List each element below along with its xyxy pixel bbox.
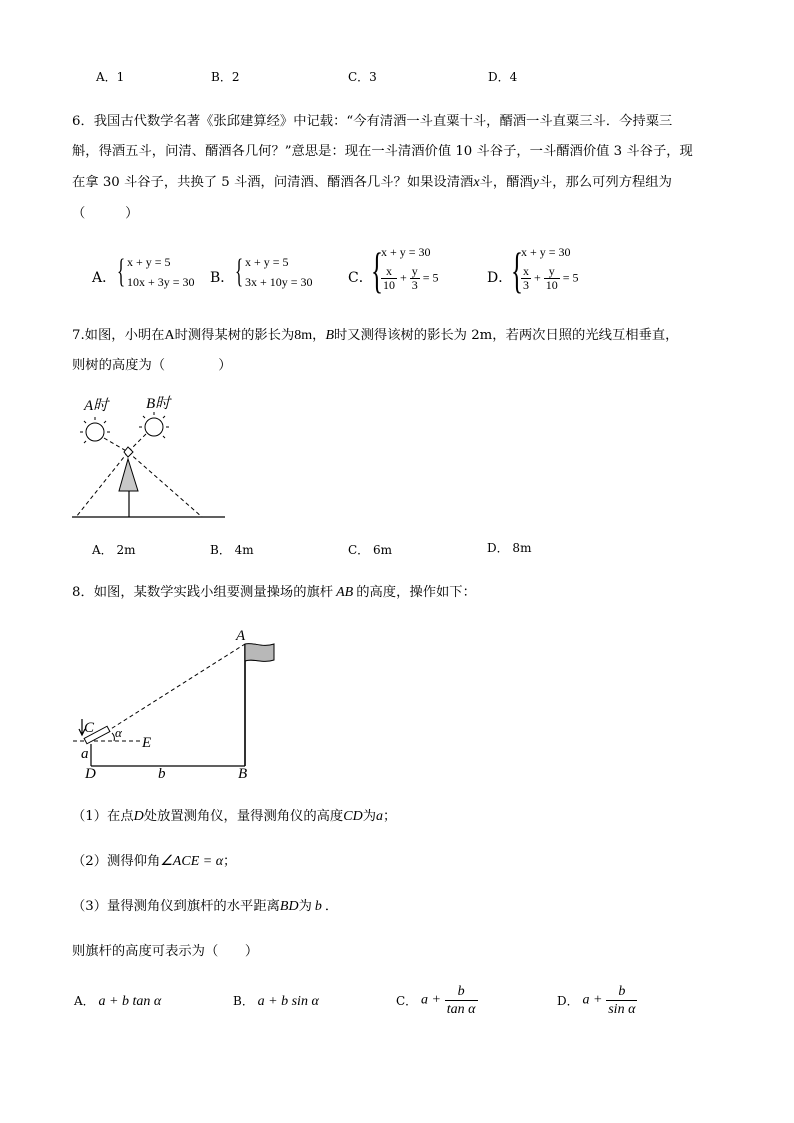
q8-option-a: A． a + b tan α [74,994,162,1009]
q8-label-b-length: b [158,766,166,782]
sun-b-icon [139,412,169,438]
q8-figure [70,622,290,784]
q5-option-a: A．1 [96,70,125,84]
q6-option-d-eq2: $\frac{x}{3}$ + $\frac{y}{10}$ = 5 [523,264,579,292]
q8-label-e: E [142,735,152,751]
q5-option-d: D．4 [488,70,518,84]
q5-option-c: C．3 [348,70,377,84]
q6-line-3-end: 斗，那么可列方程组为 [538,175,672,190]
q8-option-c-frac: $\frac{b}{\text{tan α}}$ [446,984,476,1017]
q6-option-c-label: C． [348,270,373,286]
q8-label-a-height: a [81,746,89,762]
q8-option-d: D． a + $\frac{b}{\text{sin α}}$ [557,984,636,1017]
q6-option-c-system: { x + y = 30 $\frac{x}{10}$ + $\frac{y}{3}$ = 5 [371,242,439,298]
q6-option-a-eq2: 10x + 3y = 30 [127,275,195,289]
q6-line-2: 斛，得酒五斗，问清、醑酒各几何？”意思是：现在一斗清酒价值 10 斗谷子，一斗醑酒价值 3 斗谷子，现 [72,144,693,159]
q7-time-a: A [164,328,175,343]
q6-option-b-eq2: 3x + 10y = 30 [245,275,313,289]
q8-label-b: B [238,766,248,782]
q7-option-c: C． 6m [348,543,393,557]
q7-option-a: A． 2m [92,543,136,557]
q8-line-1: 8．如图，某数学实践小组要测量操场的旗杆 AB 的高度，操作如下： [72,585,476,600]
q7-label-b-time: B时 [146,396,171,412]
q7-label-a-time: A时 [84,398,109,414]
q8-label-alpha: α [115,725,122,740]
q8-question: 则旗杆的高度可表示为（ ） [72,944,259,959]
q6-line-1: 6．我国古代数学名著《张邱建算经》中记载：“今有清酒一斗直粟十斗，醑酒一斗直粟三斗．今持粟三 [72,114,673,129]
q8-label-d: D [85,766,96,782]
q6-option-b-eq1: x + y = 5 [245,255,289,269]
shadow-lines [76,452,202,517]
q6-option-a-system: { x + y = 5 10x + 3y = 30 [117,253,195,290]
q5-option-b: B．2 [211,70,240,84]
q7-time-b: B [325,328,335,343]
q6-option-b-system: { x + y = 5 3x + 10y = 30 [235,253,313,290]
q7-line-1: 7.如图，小明在A时测得某树的影长为8m，B时又测得该树的影长为 2m，若两次日照的光线互相垂直， [72,328,679,343]
q8-step-3: （3）量得测角仪到旗杆的水平距离BD为 b ． [72,899,339,914]
q8-flagpole-ab: AB [336,585,354,600]
q6-option-c-frac2: $\frac{y}{3}$ [411,264,418,292]
q6-option-a-label: A． [92,270,117,286]
q8-step-1: （1）在点D处放置测角仪，量得测角仪的高度CD为a； [72,809,397,824]
sight-line-ca [106,644,245,732]
q8-label-a: A [236,628,246,644]
q8-option-b: B． a + b sin α [233,994,319,1009]
q6-option-c-eq1: x + y = 30 [381,245,431,259]
q6-option-a-eq1: x + y = 5 [127,255,171,269]
q6-var-x: x [473,175,480,190]
q6-option-c-frac1: $\frac{x}{10}$ [383,264,395,292]
q6-option-d-frac1: $\frac{x}{3}$ [523,264,529,292]
q8-label-c: C [84,720,95,736]
q7-figure [66,392,234,524]
q6-option-d-system: { x + y = 30 $\frac{x}{3}$ + $\frac{y}{10}$ = 5 [511,242,579,298]
sun-rays [104,434,146,452]
q6-line-3 [72,174,672,192]
q7-line-2: 则树的高度为（ ） [72,358,232,373]
flag-icon [245,644,274,662]
q6-answer-paren: （ ） [72,206,139,221]
q6-line-3-mid: 斗，醑酒 [479,175,533,190]
q6-line-3-text: 在拿 30 斗谷子，共换了 5 斗酒，问清酒、醑酒各几斗？如果设清酒 [72,175,474,190]
tree-crown [119,459,138,491]
q8-option-d-frac: $\frac{b}{\text{sin α}}$ [608,984,636,1017]
q6-option-d-eq1: x + y = 30 [521,245,571,259]
q6-option-c-eq2: $\frac{x}{10}$ + $\frac{y}{3}$ = 5 [383,264,439,292]
right-angle-mark [124,447,133,457]
q7-option-d: D． 8m [487,541,532,555]
q7-length-1: 8m [294,328,313,343]
q6-var-y: y [532,175,539,190]
q6-option-d-label: D． [487,270,513,286]
angle-arc [112,733,114,741]
q6-option-b-label: B． [210,270,235,286]
q8-step-2: （2）测得仰角∠ACE = α； [72,854,237,869]
q7-option-b: B． 4m [210,543,254,557]
q6-option-d-frac2: $\frac{y}{10}$ [545,264,558,292]
q8-option-c: C． a + $\frac{b}{\text{tan α}}$ [396,984,476,1017]
